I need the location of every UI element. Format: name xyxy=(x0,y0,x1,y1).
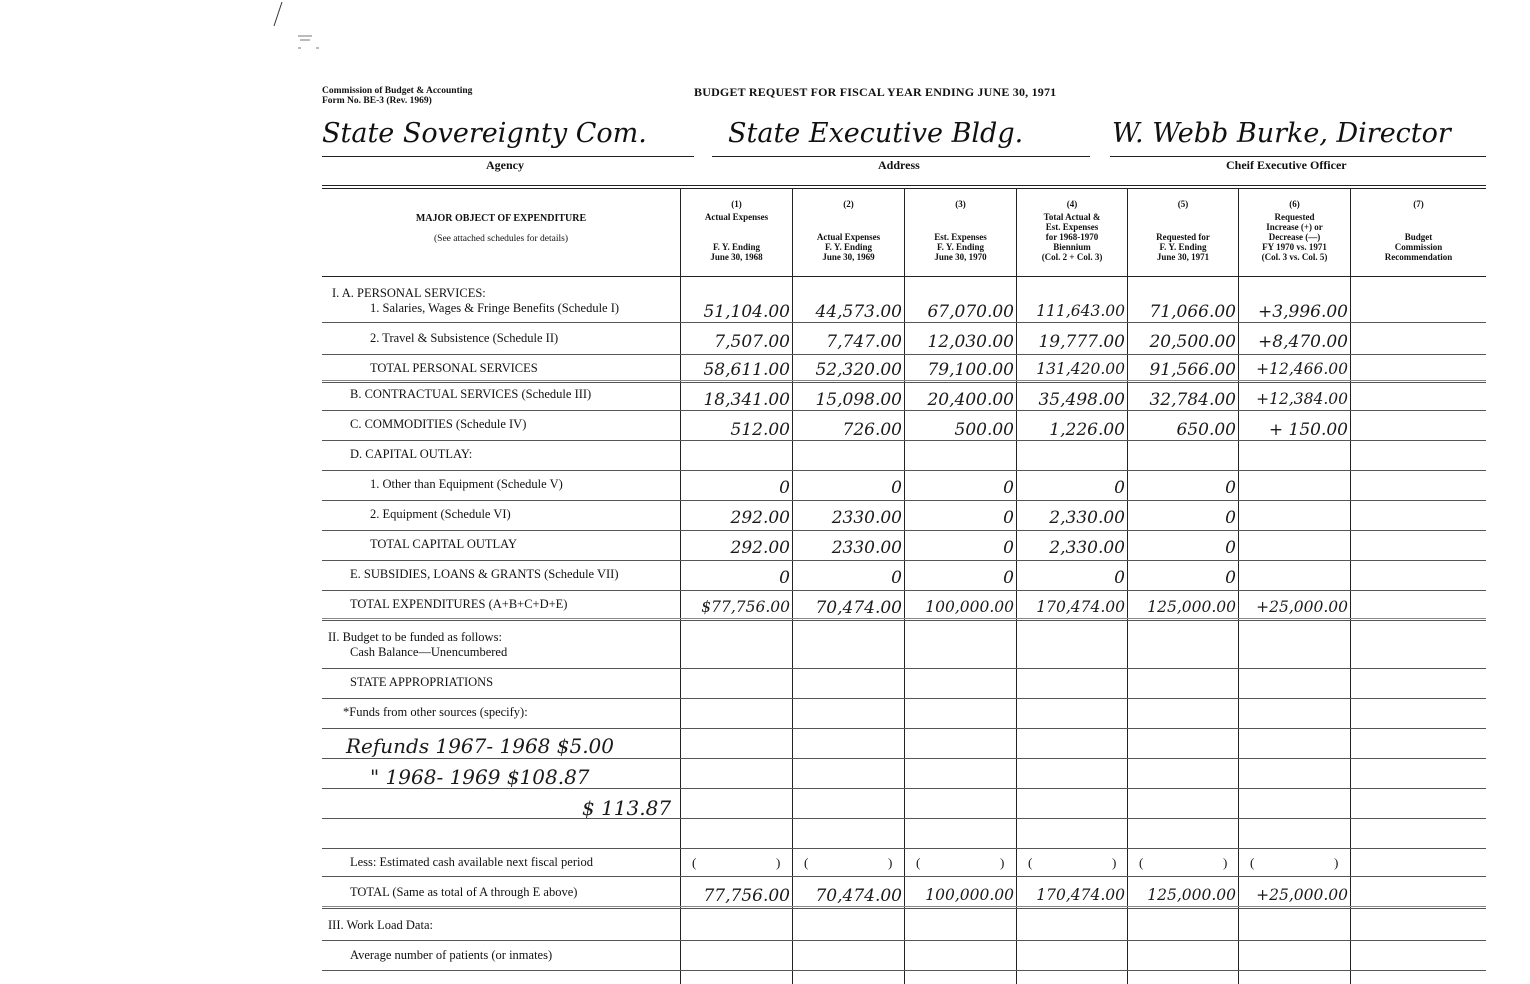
row-less-est: Less: Estimated cash available next fiscal period xyxy=(350,855,593,869)
row-equipment: 2. Equipment (Schedule VI) xyxy=(370,507,511,521)
paren-close-col6: ) xyxy=(1334,855,1339,870)
row-salaries: 1. Salaries, Wages & Fringe Benefits (Schedule I) xyxy=(370,301,620,315)
commission-name: Commission of Budget & Accounting xyxy=(322,86,473,96)
value-contractual-col5: 32,784.00 xyxy=(1149,390,1236,410)
row-rule xyxy=(322,500,1486,501)
address-value: State Executive Bldg. xyxy=(728,118,1024,149)
value-equipment-col5: 0 xyxy=(1225,508,1236,528)
col1-header: (1) Actual Expenses F. Y. Ending June 30, 1968 xyxy=(704,199,769,262)
value-contractual-col1: 18,341.00 xyxy=(703,390,790,410)
value-other-equip-col1: 0 xyxy=(779,478,790,498)
object-column-header xyxy=(322,214,680,244)
value-total-personal-col5: 91,566.00 xyxy=(1149,360,1236,380)
row-avg-patients: Average number of patients (or inmates) xyxy=(350,948,553,962)
row-rule xyxy=(322,758,1486,759)
value-subsidies-col2: 0 xyxy=(891,568,902,588)
value-equipment-col3: 0 xyxy=(1003,508,1014,528)
row-rule xyxy=(322,322,1486,323)
value-total-exp-col6: +25,000.00 xyxy=(1256,598,1348,616)
agency-label: Agency xyxy=(486,158,524,172)
paren-open-col4: ( xyxy=(1028,855,1033,870)
value-total-exp-col3: 100,000.00 xyxy=(925,598,1014,616)
value-contractual-col2: 15,098.00 xyxy=(815,390,902,410)
row-personal-head: I. A. PERSONAL SERVICES: xyxy=(332,286,486,300)
row-travel: 2. Travel & Subsistence (Schedule II) xyxy=(370,331,559,345)
row-budget-funded: II. Budget to be funded as follows: xyxy=(328,630,502,644)
value-total-personal-col1: 58,611.00 xyxy=(703,360,790,380)
row-rule-double xyxy=(322,618,1486,619)
value-salaries-col1: 51,104.00 xyxy=(703,302,790,322)
refunds-total: $ 113.87 xyxy=(582,796,672,820)
value-salaries-col3: 67,070.00 xyxy=(927,302,1014,322)
value-contractual-col6: +12,384.00 xyxy=(1256,390,1348,408)
refunds-line-1: Refunds 1967- 1968 $5.00 xyxy=(346,734,615,758)
scan-artifact xyxy=(268,0,358,60)
value-other-equip-col5: 0 xyxy=(1225,478,1236,498)
col5-header: (5) Requested for F. Y. Ending June 30, 1971 xyxy=(1156,199,1210,262)
row-other-equip: 1. Other than Equipment (Schedule V) xyxy=(370,477,563,491)
row-rule-double xyxy=(322,906,1486,907)
value-subsidies-col5: 0 xyxy=(1225,568,1236,588)
paren-open-col6: ( xyxy=(1250,855,1255,870)
value-travel-col1: 7,507.00 xyxy=(714,332,790,352)
value-total-personal-col6: +12,466.00 xyxy=(1256,360,1348,378)
value-commodities-col5: 650.00 xyxy=(1176,420,1236,440)
value-equipment-col4: 2,330.00 xyxy=(1049,508,1125,528)
officer-value: W. Webb Burke, Director xyxy=(1112,118,1451,149)
value-total-capital-col3: 0 xyxy=(1003,538,1014,558)
officer-label: Cheif Executive Officer xyxy=(1226,158,1347,172)
col4-header: (4) Total Actual & Est. Expenses for 1968-1970 Biennium (Col. 2 + Col. 3) xyxy=(1041,199,1103,262)
row-total-same: TOTAL (Same as total of A through E above) xyxy=(350,885,578,899)
row-rule-double xyxy=(322,380,1486,381)
agency-value: State Sovereignty Com. xyxy=(322,118,647,149)
row-rule xyxy=(322,560,1486,561)
value-commodities-col4: 1,226.00 xyxy=(1049,420,1125,440)
value-total-exp-col1: $77,756.00 xyxy=(701,598,790,616)
row-rule xyxy=(322,970,1486,971)
row-rule xyxy=(322,590,1486,591)
value-travel-col4: 19,777.00 xyxy=(1038,332,1125,352)
row-rule xyxy=(322,668,1486,669)
object-subtitle: (See attached schedules for details) xyxy=(434,234,568,244)
paren-close-col2: ) xyxy=(888,855,893,870)
value-subsidies-col1: 0 xyxy=(779,568,790,588)
paren-open-col2: ( xyxy=(804,855,809,870)
row-rule xyxy=(322,940,1486,941)
value-total-same-col4: 170,474.00 xyxy=(1036,886,1125,904)
row-rule xyxy=(322,728,1486,729)
value-travel-col6: +8,470.00 xyxy=(1258,332,1348,352)
value-total-same-col6: +25,000.00 xyxy=(1256,886,1348,904)
value-salaries-col4: 111,643.00 xyxy=(1036,302,1125,320)
value-total-capital-col5: 0 xyxy=(1225,538,1236,558)
value-commodities-col1: 512.00 xyxy=(730,420,790,440)
paren-close-col1: ) xyxy=(776,855,781,870)
value-travel-col5: 20,500.00 xyxy=(1149,332,1236,352)
form-title: BUDGET REQUEST FOR FISCAL YEAR ENDING JUNE 30, 1971 xyxy=(694,85,1057,99)
value-other-equip-col2: 0 xyxy=(891,478,902,498)
value-salaries-col5: 71,066.00 xyxy=(1149,302,1236,322)
row-total-personal: TOTAL PERSONAL SERVICES xyxy=(370,361,538,375)
value-travel-col2: 7,747.00 xyxy=(826,332,902,352)
value-other-equip-col3: 0 xyxy=(1003,478,1014,498)
value-salaries-col6: +3,996.00 xyxy=(1258,302,1348,322)
value-equipment-col2: 2330.00 xyxy=(831,508,902,528)
value-total-capital-col1: 292.00 xyxy=(730,538,790,558)
value-total-exp-col2: 70,474.00 xyxy=(815,598,902,618)
value-commodities-col6: + 150.00 xyxy=(1268,420,1348,440)
row-total-capital: TOTAL CAPITAL OUTLAY xyxy=(370,537,518,551)
value-total-capital-col4: 2,330.00 xyxy=(1049,538,1125,558)
value-salaries-col2: 44,573.00 xyxy=(815,302,902,322)
value-total-capital-col2: 2330.00 xyxy=(831,538,902,558)
value-total-exp-col4: 170,474.00 xyxy=(1036,598,1125,616)
value-total-personal-col2: 52,320.00 xyxy=(815,360,902,380)
row-rule xyxy=(322,440,1486,441)
paren-open-col3: ( xyxy=(916,855,921,870)
value-commodities-col2: 726.00 xyxy=(842,420,902,440)
row-rule xyxy=(322,848,1486,849)
form-number: Form No. BE-3 (Rev. 1969) xyxy=(322,96,432,106)
paren-close-col4: ) xyxy=(1112,855,1117,870)
value-other-equip-col4: 0 xyxy=(1114,478,1125,498)
form-identifier xyxy=(322,86,472,106)
row-rule xyxy=(322,620,1486,621)
row-state-approp: STATE APPROPRIATIONS xyxy=(350,675,494,689)
value-travel-col3: 12,030.00 xyxy=(927,332,1014,352)
paren-close-col5: ) xyxy=(1223,855,1228,870)
row-rule xyxy=(322,410,1486,411)
row-rule xyxy=(322,354,1486,355)
value-total-same-col5: 125,000.00 xyxy=(1147,886,1236,904)
row-workload: III. Work Load Data: xyxy=(328,918,433,932)
row-total-exp: TOTAL EXPENDITURES (A+B+C+D+E) xyxy=(350,597,568,611)
value-contractual-col3: 20,400.00 xyxy=(927,390,1014,410)
value-commodities-col3: 500.00 xyxy=(954,420,1014,440)
value-total-personal-col4: 131,420.00 xyxy=(1036,360,1125,378)
row-subsidies: E. SUBSIDIES, LOANS & GRANTS (Schedule VII) xyxy=(350,567,619,581)
col3-header: (3) Est. Expenses F. Y. Ending June 30, 1970 xyxy=(934,199,987,262)
col7-header: (7) Budget Commission Recommendation xyxy=(1384,199,1453,262)
row-rule xyxy=(322,908,1486,909)
row-rule xyxy=(322,470,1486,471)
value-equipment-col1: 292.00 xyxy=(730,508,790,528)
row-cash-balance: Cash Balance—Unencumbered xyxy=(350,645,508,659)
col2-header: (2) Actual Expenses F. Y. Ending June 30, 1969 xyxy=(816,199,881,262)
row-commodities: C. COMMODITIES (Schedule IV) xyxy=(350,417,527,431)
value-total-same-col3: 100,000.00 xyxy=(925,886,1014,904)
value-contractual-col4: 35,498.00 xyxy=(1038,390,1125,410)
row-rule xyxy=(322,818,1486,819)
value-subsidies-col3: 0 xyxy=(1003,568,1014,588)
row-contractual: B. CONTRACTUAL SERVICES (Schedule III) xyxy=(350,387,592,401)
object-title: MAJOR OBJECT OF EXPENDITURE xyxy=(415,213,587,224)
row-other-funds: *Funds from other sources (specify): xyxy=(343,705,528,719)
row-rule xyxy=(322,382,1486,383)
address-label: Address xyxy=(878,158,920,172)
row-rule xyxy=(322,876,1486,877)
row-rule xyxy=(322,530,1486,531)
paren-close-col3: ) xyxy=(1000,855,1005,870)
row-capital-head: D. CAPITAL OUTLAY: xyxy=(350,447,473,461)
value-total-same-col1: 77,756.00 xyxy=(703,886,790,906)
col6-header: (6) Requested Increase (+) or Decrease (—) FY 1970 vs. 1971 (Col. 3 vs. Col. 5) xyxy=(1261,199,1328,262)
paren-open-col5: ( xyxy=(1139,855,1144,870)
row-rule xyxy=(322,698,1486,699)
refunds-line-2: " 1968- 1969 $108.87 xyxy=(370,765,590,789)
paren-open-col1: ( xyxy=(692,855,697,870)
value-subsidies-col4: 0 xyxy=(1114,568,1125,588)
value-total-same-col2: 70,474.00 xyxy=(815,886,902,906)
value-total-exp-col5: 125,000.00 xyxy=(1147,598,1236,616)
value-total-personal-col3: 79,100.00 xyxy=(927,360,1014,380)
